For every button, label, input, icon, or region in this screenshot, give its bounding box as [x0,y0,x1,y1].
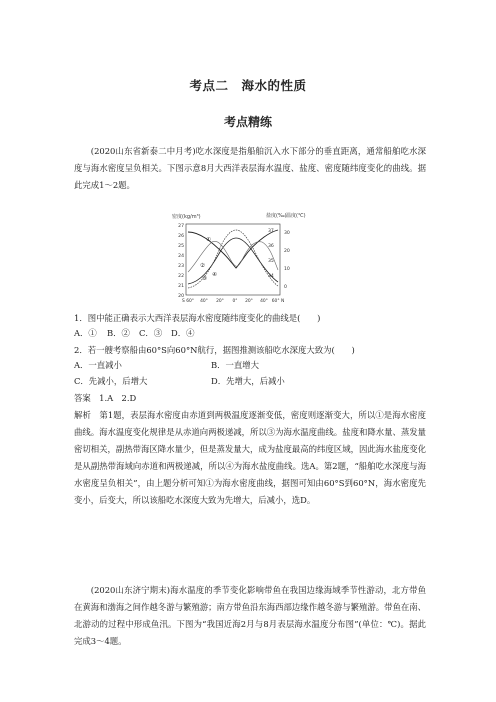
density-tick: 24 [178,254,184,259]
question-2-option-b: B．一直增大 [211,360,260,370]
latitude-tick: 40° [260,299,268,304]
question-1-option-c: C．③ [139,328,163,338]
temperature-tick: 0 [284,285,287,290]
section-title: 考点二 海水的性质 [189,78,307,93]
intro-paragraph-1: (2020山东省新泰二中月考)吃水深度是指船舶沉入水下部分的垂直距离，通常船舶吃水深度与海水密度呈负相关。下图示意8月大西洋表层海水温度、盐度、密度随纬度变化的曲线。据此完成1～2题。 [74,146,426,190]
latitude-tick: S 60° [182,299,194,304]
ocean-properties-figure [166,212,306,304]
section-subtitle: 考点精练 [223,115,272,129]
question-2-option-c: C．先减小，后增大 [74,376,148,386]
question-1-option-b: B．② [107,328,130,338]
salinity-axis-label: 盐度(‰) [266,213,287,219]
curve-label: ① [206,237,211,243]
latitude-tick: 40° [200,299,208,304]
temperature-tick: 10 [284,267,290,272]
density-tick: 21 [178,284,184,289]
salinity-tick: 34 [268,274,274,279]
density-tick: 20 [178,294,184,299]
temperature-tick: 20 [284,249,290,254]
salinity-tick: 37 [268,229,274,234]
question-2-option-d: D．先增大，后减小 [211,376,285,386]
question-2-stem: 2．若一艘考察船由60°S向60°N航行，据图推测该船吃水深度大致为( ) [74,345,355,355]
temperature-axis-label: 温度(℃) [286,213,306,219]
question-1-option-a: A．① [74,328,97,338]
intro-paragraph-2: (2020山东济宁期末)海水温度的季节变化影响带鱼在我国边缘海域季节性游动，北方带鱼在黄海和渤海之间作越冬游与繁殖游；南方带鱼沿东海西部边缘作越冬游与繁殖游。带鱼在南、北游动的过程中形成鱼汛。下图为“我国近海2月与8月表层海水温度分布图”(单位：℃)。据此完成3～4题。 [74,585,426,646]
answer-line: 答案 1.A 2.D [74,393,137,403]
salinity-tick: 36 [268,244,274,249]
salinity-tick: 35 [268,259,274,264]
question-1-stem: 1．图中能正确表示大西洋表层海水密度随纬度变化的曲线是( ) [74,313,321,323]
density-tick: 23 [178,264,184,269]
question-1-option-d: D．④ [171,328,195,338]
latitude-tick: 20° [216,299,224,304]
latitude-tick: 20° [245,299,253,304]
density-tick: 26 [178,234,184,239]
curve-label: ② [200,263,205,269]
density-tick: 22 [178,274,184,279]
density-axis-label: 密度(kg/m³) [172,214,201,220]
curve-label: ④ [212,272,217,278]
latitude-tick: 60° N [271,299,285,304]
question-2-option-a: A．一直减小 [74,360,122,370]
density-tick: 25 [178,244,184,249]
latitude-tick: 0° [232,299,238,304]
analysis-paragraph: 解析 第1题，表层海水密度由赤道到两极温度逐渐变低，密度则逐渐变大，所以①是海水密度曲线。海水温度变化规律是从赤道向两极递减，所以③为海水温度曲线。盐度和降水量、蒸发量密切相关，副热带海区降水量少，但是蒸发量大，成为盐度最高的纬度区域，因此海水盐度变化是从副热带海域向赤道和两极递减，所以④为海水盐度曲线。选A。第2题，“船舶吃水深度与海水密度呈负相关”，由上题分析可知①为海水密度曲线，据图可知由60°S到60°N，海水密度先变小，后变大，所以该船吃水深度大致为先增大，后减小，选D。 [74,410,426,505]
curve-label: ③ [202,276,207,282]
density-tick: 27 [178,224,184,229]
temperature-tick: 30 [284,231,290,236]
